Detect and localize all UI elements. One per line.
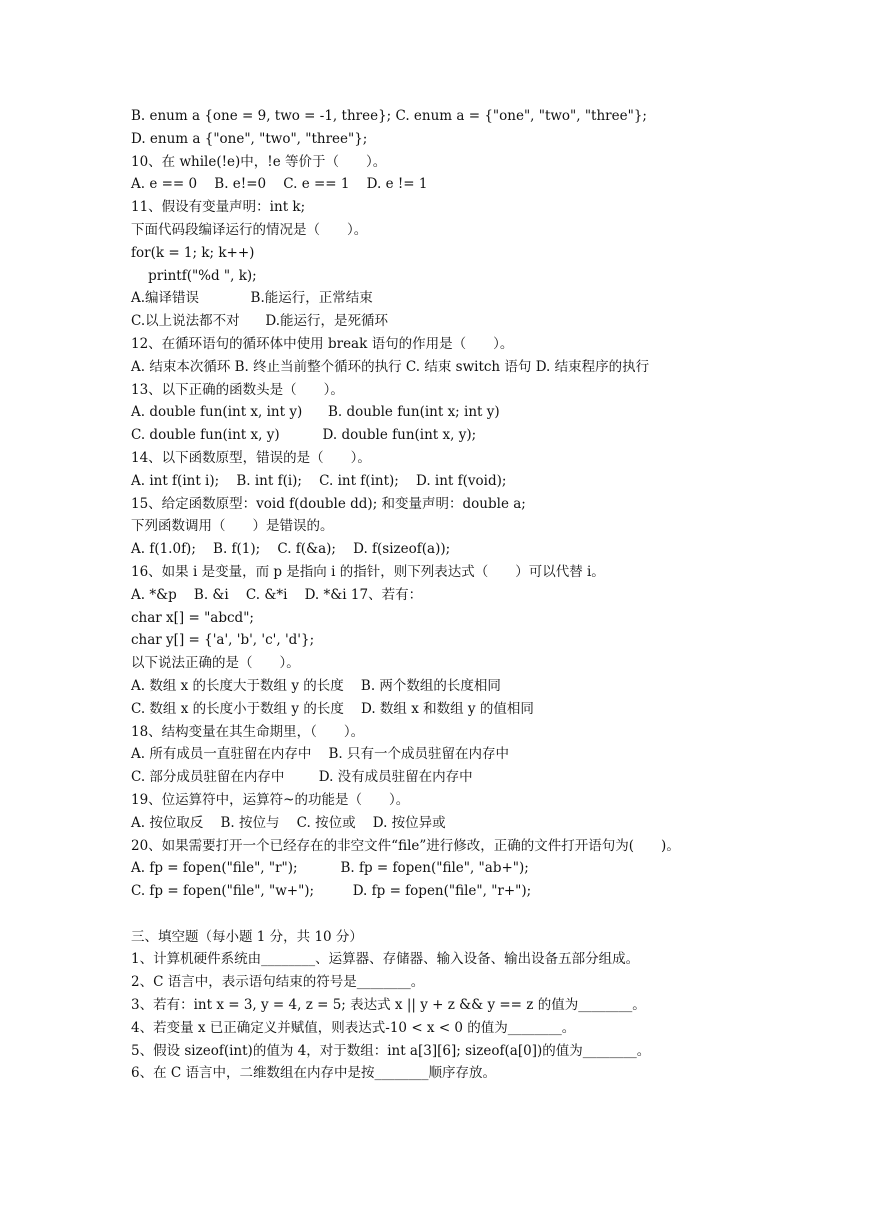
fill-blank-3: 3、若有：int x = 3, y = 4, z = 5; 表达式 x || y + z && y == z 的值为________。 [131, 997, 646, 1014]
q19-options: A. 按位取反 B. 按位与 C. 按位或 D. 按位异或 [131, 814, 446, 831]
q17-options-ab: A. 数组 x 的长度大于数组 y 的长度 B. 两个数组的长度相同 [131, 677, 501, 694]
q13-options-ab: A. double fun(int x, int y) B. double fun(int x; int y) [131, 404, 500, 421]
q15-options: A. f(1.0f); B. f(1); C. f(&a); D. f(sizeof(a)); [131, 541, 451, 558]
fill-blank-1: 1、计算机硬件系统由________、运算器、存储器、输入设备、输出设备五部分组成。 [131, 951, 640, 968]
fill-blank-5: 5、假设 sizeof(int)的值为 4，对于数组：int a[3][6]; sizeof(a[0])的值为________。 [131, 1042, 651, 1059]
q14-options: A. int f(int i); B. int f(i); C. int f(int); D. int f(void); [131, 472, 507, 489]
q17-code-line-1: char x[] = "abcd"; [131, 609, 254, 626]
q10-question: 10、在 while(!e)中，!e 等价于（ ）。 [131, 153, 387, 170]
q16-options-q17-start: A. *&p B. &i C. &*i D. *&i 17、若有： [131, 586, 423, 603]
q18-options-ab: A. 所有成员一直驻留在内存中 B. 只有一个成员驻留在内存中 [131, 746, 509, 763]
q15-question: 15、给定函数原型：void f(double dd); 和变量声明：double a; [131, 495, 526, 512]
q20-question: 20、如果需要打开一个已经存在的非空文件“file”进行修改，正确的文件打开语句为( )。 [131, 837, 680, 854]
q17-prompt: 以下说法正确的是（ ）。 [131, 655, 300, 672]
q11-code-line-2: printf("%d ", k); [131, 267, 257, 284]
q12-options: A. 结束本次循环 B. 终止当前整个循环的执行 C. 结束 switch 语句 D. 结束程序的执行 [131, 358, 650, 375]
q14-question: 14、以下函数原型，错误的是（ ）。 [131, 449, 371, 466]
q11-code-line-1: for(k = 1; k; k++) [131, 244, 255, 261]
exam-page [131, 105, 751, 1085]
fill-blank-4: 4、若变量 x 已正确定义并赋值，则表达式-10 < x < 0 的值为________。 [131, 1019, 576, 1036]
q11-options-cd: C.以上说法都不对 D.能运行，是死循环 [131, 313, 389, 330]
q9-option-d: D. enum a {"one", "two", "three"}; [131, 130, 368, 147]
fill-blank-2: 2、C 语言中，表示语句结束的符号是________。 [131, 974, 425, 991]
fill-blank-6: 6、在 C 语言中，二维数组在内存中是按________顺序存放。 [131, 1065, 497, 1082]
q13-question: 13、以下正确的函数头是（ ）。 [131, 381, 344, 398]
section-3-heading: 三、填空题（每小题 1 分，共 10 分） [131, 928, 363, 945]
q11-prompt: 下面代码段编译运行的情况是（ ）。 [131, 221, 368, 238]
q16-question: 16、如果 i 是变量，而 p 是指向 i 的指针，则下列表达式（ ）可以代替 i。 [131, 563, 605, 580]
q11-question: 11、假设有变量声明：int k; [131, 199, 306, 216]
q17-options-cd: C. 数组 x 的长度小于数组 y 的长度 D. 数组 x 和数组 y 的值相同 [131, 700, 534, 717]
q20-options-cd: C. fp = fopen("file", "w+"); D. fp = fopen("file", "r+"); [131, 883, 532, 900]
q17-code-line-2: char y[] = {'a', 'b', 'c', 'd'}; [131, 632, 315, 649]
q11-options-ab: A.编译错误 B.能运行，正常结束 [131, 290, 373, 307]
q10-options: A. e == 0 B. e!=0 C. e == 1 D. e != 1 [131, 176, 428, 193]
q12-question: 12、在循环语句的循环体中使用 break 语句的作用是（ ）。 [131, 335, 514, 352]
q18-options-cd: C. 部分成员驻留在内存中 D. 没有成员驻留在内存中 [131, 769, 473, 786]
section-spacer [131, 903, 751, 926]
q9-option-b-c: B. enum a {one = 9, two = -1, three}; C. enum a = {"one", "two", "three"}; [131, 108, 647, 124]
q18-question: 18、结构变量在其生命期里，（ ）。 [131, 723, 365, 740]
q15-prompt: 下列函数调用（ ）是错误的。 [131, 518, 334, 535]
q13-options-cd: C. double fun(int x, y) D. double fun(int x, y); [131, 427, 477, 444]
q20-options-ab: A. fp = fopen("file", "r"); B. fp = fopen("file", "ab+"); [131, 860, 529, 877]
q19-question: 19、位运算符中，运算符~的功能是（ ）。 [131, 791, 410, 808]
